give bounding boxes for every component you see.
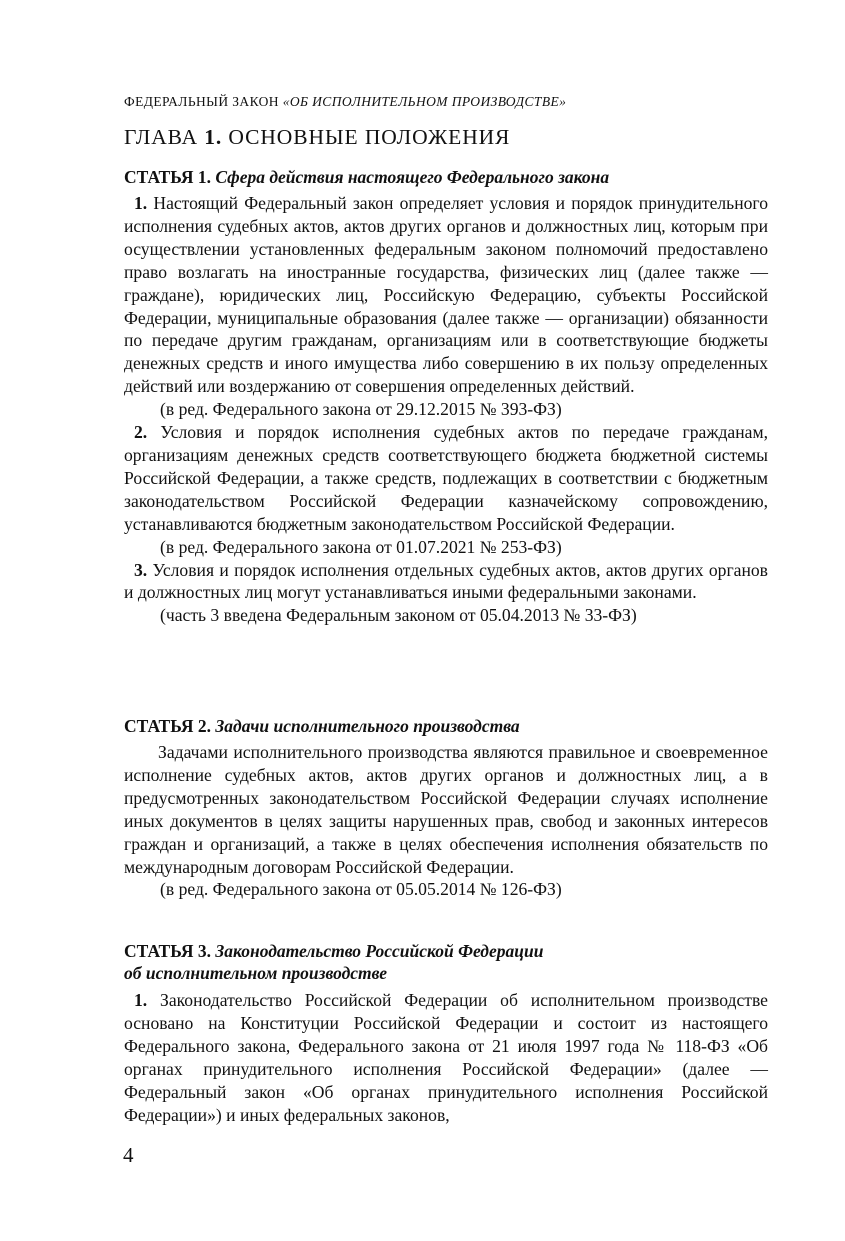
article-1-part-2-number: 2. xyxy=(134,422,148,443)
article-1-part-2-text: Условия и порядок исполнения судебных актов по передаче гражданам, организациям денежных средств соответствующего бюджета бюджетной системы Российской Федерации, а также средств, подлежащих в соответствии с бюджетным законодательством Российской Федерации казначейскому сопровождению, устанавливаются бюджетным законодательством Российской Федерации. xyxy=(124,422,768,534)
article-3-part-1-text: Законодательство Российской Федерации об исполнительном производстве основано на Конституции Российской Федерации и состоит из настоящего Федерального закона, Федерального закона от 21 июля 1997 года № 118-ФЗ «Об органах принудительного исполнения Российской Федерации» (далее — Федеральный закон «Об органах принудительного исполнения Российской Федерации») и иных федеральных законов, xyxy=(124,990,768,1125)
article-3 xyxy=(124,940,768,1126)
running-header-plain: ФЕДЕРАЛЬНЫЙ ЗАКОН xyxy=(124,94,283,109)
article-2-note-1: (в ред. Федерального закона от 05.05.2014 № 126-ФЗ) xyxy=(160,879,562,900)
running-header-italic: «ОБ ИСПОЛНИТЕЛЬНОМ ПРОИЗВОДСТВЕ» xyxy=(282,94,567,109)
article-3-part-1-number: 1. xyxy=(134,990,148,1010)
article-3-heading xyxy=(124,940,768,984)
chapter-heading xyxy=(124,125,510,150)
article-2-label: СТАТЬЯ 2. xyxy=(124,716,211,736)
article-1-part-3-text: Условия и порядок исполнения отдельных судебных актов, актов других органов и должностных лиц могут устанавливаться иными федеральными законами. xyxy=(124,559,768,603)
article-1-part-1-text: Настоящий Федеральный закон определяет условия и порядок принудительного исполнения судебных актов, актов других органов и должностных лиц, которым при осуществлении установленных федеральным законом полномочий предоставлено право возлагать на иностранные государства, физических лиц (далее также — граждане), юридических лиц, Российскую Федерацию, субъекты Российской Федерации, муниципальные образования (далее также — организации) обязанности по передаче другим гражданам, организациям или в соответствующие бюджеты денежных средств и иного имущества либо совершению в их пользу определенных действий или воздержанию от совершения определенных действий. xyxy=(124,193,768,397)
article-1-note-3: (часть 3 введена Федеральным законом от 05.04.2013 № 33-ФЗ) xyxy=(160,605,637,626)
article-2-heading xyxy=(124,715,768,737)
chapter-number: 1. xyxy=(204,125,223,149)
article-2-title: Задачи исполнительного производства xyxy=(215,716,520,736)
article-1-note-2: (в ред. Федерального закона от 01.07.2021 № 253-ФЗ) xyxy=(160,536,562,557)
article-3-part-1 xyxy=(124,989,768,1126)
chapter-prefix: ГЛАВА xyxy=(124,125,205,149)
article-1-title: Сфера действия настоящего Федерального закона xyxy=(215,167,610,187)
article-3-title-line-2: об исполнительном производстве xyxy=(124,963,388,983)
article-1-note-1: (в ред. Федерального закона от 29.12.2015 № 393-ФЗ) xyxy=(160,399,562,420)
article-1-heading xyxy=(124,166,768,188)
article-1 xyxy=(124,166,768,627)
article-1-label: СТАТЬЯ 1. xyxy=(124,167,211,187)
article-1-part-3-number: 3. xyxy=(134,559,148,580)
running-header xyxy=(124,94,566,110)
article-1-part-1 xyxy=(124,192,768,398)
article-2 xyxy=(124,715,768,901)
article-1-part-1-number: 1. xyxy=(134,193,148,213)
page-number: 4 xyxy=(123,1143,134,1167)
article-3-title-line-1: Законодательство Российской Федерации xyxy=(215,941,544,961)
article-1-part-2 xyxy=(124,421,768,536)
chapter-title: ОСНОВНЫЕ ПОЛОЖЕНИЯ xyxy=(222,125,511,149)
article-3-label: СТАТЬЯ 3. xyxy=(124,941,211,961)
article-2-text: Задачами исполнительного производства являются правильное и своевременное исполнение судебных актов, актов других органов и должностных лиц, а в предусмотренных законодательством Российской Федерации случаях исполнение иных документов в целях защиты нарушенных прав, свобод и законных интересов граждан и организаций, а также в целях обеспечения исполнения обязательств по международным договорам Российской Федерации. xyxy=(124,742,768,877)
article-1-part-3 xyxy=(124,559,768,605)
